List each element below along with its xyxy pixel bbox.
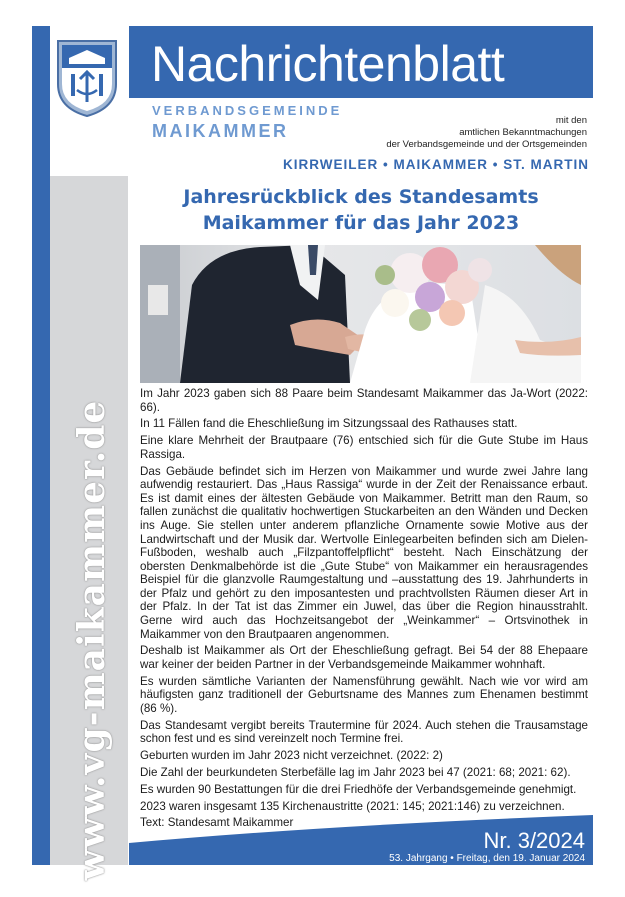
article-paragraph: Die Zahl der beurkundeten Sterbefälle lag im Jahr 2023 bei 47 (2021: 68; 2021: 62). — [140, 765, 571, 779]
announcement-note — [287, 115, 587, 151]
announcement-line: amtlichen Bekanntmachungen — [459, 127, 587, 138]
verbandsgemeinde-label: VERBANDSGEMEINDE — [152, 103, 343, 118]
article-body — [140, 387, 588, 833]
sidebar-accent-stripe — [32, 26, 50, 865]
announcement-line: mit den — [555, 115, 587, 126]
maikammer-label: MAIKAMMER — [152, 121, 289, 141]
towns-line: KIRRWEILER • MAIKAMMER • ST. MARTIN — [283, 157, 589, 172]
issue-dateline: 53. Jahrgang • Freitag, den 19. Januar 2024 — [389, 853, 585, 864]
article-headline — [129, 176, 593, 240]
article-credit: Text: Standesamt Maikammer — [140, 816, 294, 830]
article-paragraph: In 11 Fällen fand die Eheschließung im Sitzungssaal des Rathauses statt. — [140, 417, 518, 431]
article-paragraph: Geburten wurden im Jahr 2023 nicht verzeichnet. (2022: 2) — [140, 749, 443, 763]
coat-of-arms-icon — [55, 38, 119, 118]
masthead-title: Nachrichtenblatt — [151, 36, 505, 92]
headline-line: Jahresrückblick des Standesamts — [183, 186, 539, 208]
article-paragraph: Im Jahr 2023 gaben sich 88 Paare beim Standesamt Maikammer das Ja-Wort (2022: 66). — [140, 387, 588, 414]
announcement-line: der Verbandsgemeinde und der Ortsgemeinden — [386, 139, 587, 150]
article-paragraph: Deshalb ist Maikammer als Ort der Eheschließung gefragt. Bei 54 der 88 Ehepaare war keiner der beiden Partner in der Verbandsgemeinde Maikammer wohnhaft. — [140, 644, 588, 672]
headline-line: Maikammer für das Jahr 2023 — [202, 212, 520, 234]
issue-number: Nr. 3/2024 — [483, 828, 585, 853]
article-paragraph: Eine klare Mehrheit der Brautpaare (76) entschied sich für die Gute Stube im Haus Rassiga. — [140, 434, 588, 461]
article-paragraph: Das Standesamt vergibt bereits Trautermine für 2024. Auch stehen die Trausamstage schon fest und es sind vereinzelt noch Termine frei. — [140, 718, 588, 746]
article-paragraph: Es wurden sämtliche Varianten der Namensführung gewählt. Nach wie vor wird am häufigsten ganz traditionell der Geburtsname des Mannes zum Ehenamen bestimmt (86 %). — [140, 674, 588, 715]
wedding-photo — [140, 245, 581, 383]
website-url: www.vg-maikammer.de — [71, 399, 113, 881]
article-paragraph: 2023 waren insgesamt 135 Kirchenaustritte (2021: 145; 2021:146) zu verzeichnen. — [140, 799, 565, 813]
article-paragraph: Es wurden 90 Bestattungen für die drei Friedhöfe der Verbandsgemeinde genehmigt. — [140, 782, 577, 796]
article-paragraph: Das Gebäude befindet sich im Herzen von Maikammer und wurde zwei Jahre lang aufwendig restauriert. Das „Haus Rassiga“ wurde in der Zeit der Renaissance erbaut. Es ist damit eines der ältesten Gebäude von Maikammer. Betritt man den Raum, so fallen zunächst die qualitativ hochwertigen Stuckarbeiten an den Wänden und Decken ins Auge. Sie stellen unter anderem pflanzliche Ornamente sowie Motive aus der Landwirtschaft und der Musik dar. Wertvolle Einlegearbeiten befinden sich am Dielen-Fußboden, weshalb auch „Filzpantoffelpflicht“ besteht. Nach Einschätzung der obersten Denkmalbehörde ist die „Gute Stube“ von Maikammer ein herausragendes Beispiel für die glanzvolle Raumgestaltung und –ausstattung des 19. Jahrhunderts in der Pfalz und gehört zu den imposantesten und prachtvollsten Räumen dieser Art in der Pfalz. In der Tat ist das Zimmer ein Juwel, das über die Region hinausstrahlt. Gerne wird auch das Hochzeitsangebot der „Weinkammer“ – Ortsvinothek in Maikammer von den Brautpaaren angenommen. — [140, 464, 588, 641]
